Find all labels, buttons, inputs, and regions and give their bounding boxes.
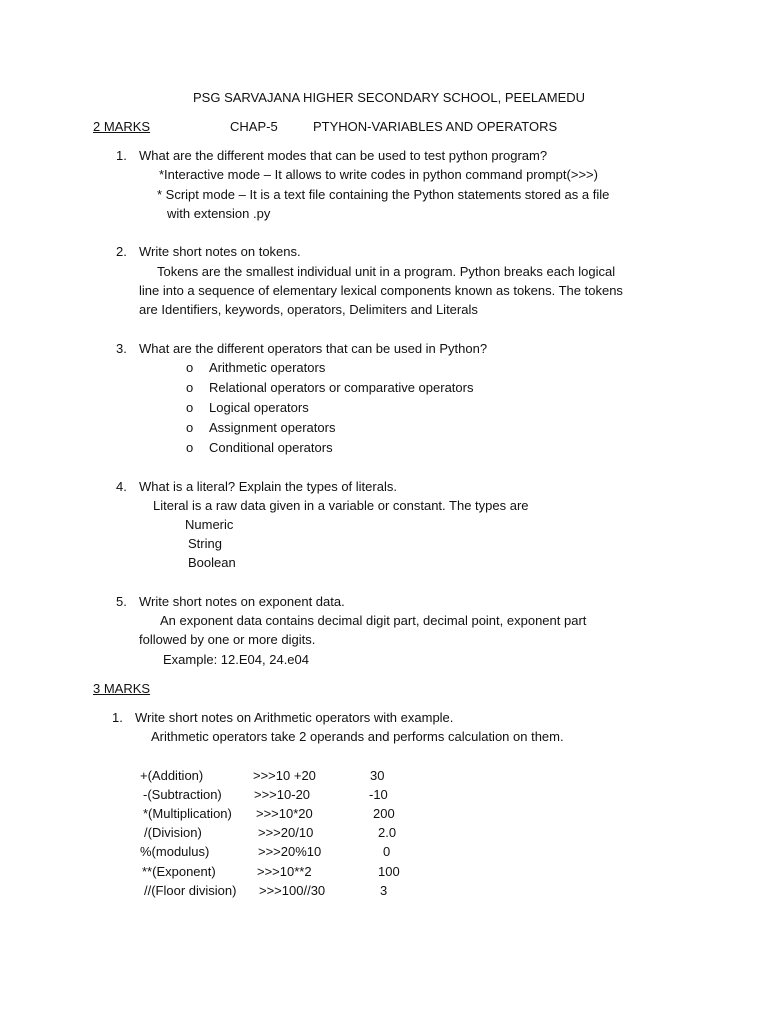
example-line: Example: 12.E04, 24.e04 bbox=[163, 652, 309, 667]
marks-heading: 2 MARKS bbox=[93, 119, 151, 134]
answer-line: are Identifiers, keywords, operators, Delimiters and Literals bbox=[139, 302, 478, 317]
question-number: 1. bbox=[116, 148, 127, 163]
answer-line: Arithmetic operators take 2 operands and performs calculation on them. bbox=[151, 729, 564, 744]
operator-example: >>>100//30 bbox=[259, 883, 326, 898]
question-text: What is a literal? Explain the types of literals. bbox=[139, 479, 397, 494]
literal-type: Boolean bbox=[188, 555, 236, 570]
topic-title: PTYHON-VARIABLES AND OPERATORS bbox=[313, 119, 558, 134]
question-number: 4. bbox=[116, 479, 127, 494]
question-text: What are the different operators that can be used in Python? bbox=[139, 341, 488, 356]
school-title: PSG SARVAJANA HIGHER SECONDARY SCHOOL, PEELAMEDU bbox=[193, 90, 586, 105]
question-text: Write short notes on Arithmetic operators with example. bbox=[135, 710, 454, 725]
question-text: Write short notes on exponent data. bbox=[139, 594, 345, 609]
operator-result: -10 bbox=[369, 787, 388, 802]
operator-result: 200 bbox=[373, 806, 395, 821]
operator-name: //(Floor division) bbox=[144, 883, 237, 898]
answer-line: An exponent data contains decimal digit part, decimal point, exponent part bbox=[160, 613, 587, 628]
operator-name: %(modulus) bbox=[140, 844, 210, 859]
list-item: Conditional operators bbox=[209, 440, 333, 455]
operator-result: 100 bbox=[378, 864, 400, 879]
bullet-marker: o bbox=[186, 440, 194, 455]
list-item: Arithmetic operators bbox=[209, 360, 326, 375]
marks-heading: 3 MARKS bbox=[93, 681, 151, 696]
operator-name: /(Division) bbox=[144, 825, 202, 840]
answer-line: followed by one or more digits. bbox=[139, 632, 316, 647]
answer-line: Tokens are the smallest individual unit in a program. Python breaks each logical bbox=[157, 264, 616, 279]
bullet-marker: o bbox=[186, 360, 194, 375]
operator-example: >>>10-20 bbox=[254, 787, 311, 802]
question-number: 3. bbox=[116, 341, 127, 356]
operator-name: -(Subtraction) bbox=[143, 787, 222, 802]
operator-example: >>>10 +20 bbox=[253, 768, 316, 783]
operator-example: >>>10*20 bbox=[256, 806, 313, 821]
operator-result: 30 bbox=[370, 768, 385, 783]
operator-name: +(Addition) bbox=[140, 768, 204, 783]
operator-example: >>>20/10 bbox=[258, 825, 314, 840]
bullet-marker: o bbox=[186, 380, 194, 395]
list-item: Logical operators bbox=[209, 400, 309, 415]
literal-type: String bbox=[188, 536, 222, 551]
question-number: 1. bbox=[112, 710, 123, 725]
operator-example: >>>10**2 bbox=[257, 864, 312, 879]
bullet-marker: o bbox=[186, 420, 194, 435]
operator-result: 0 bbox=[383, 844, 391, 859]
operator-name: **(Exponent) bbox=[142, 864, 216, 879]
operator-name: *(Multiplication) bbox=[143, 806, 232, 821]
literal-type: Numeric bbox=[185, 517, 234, 532]
question-text: What are the different modes that can be used to test python program? bbox=[139, 148, 548, 163]
operator-result: 3 bbox=[380, 883, 388, 898]
question-number: 2. bbox=[116, 244, 127, 259]
answer-line: *Interactive mode – It allows to write codes in python command prompt(>>>) bbox=[159, 167, 598, 182]
operator-example: >>>20%10 bbox=[258, 844, 322, 859]
list-item: Relational operators or comparative operators bbox=[209, 380, 474, 395]
question-number: 5. bbox=[116, 594, 127, 609]
answer-line: * Script mode – It is a text file containing the Python statements stored as a file bbox=[157, 187, 610, 202]
answer-line: line into a sequence of elementary lexical components known as tokens. The tokens bbox=[139, 283, 623, 298]
list-item: Assignment operators bbox=[209, 420, 336, 435]
bullet-marker: o bbox=[186, 400, 194, 415]
answer-line: with extension .py bbox=[167, 206, 271, 221]
chapter-label: CHAP-5 bbox=[230, 119, 278, 134]
operator-result: 2.0 bbox=[378, 825, 397, 840]
question-text: Write short notes on tokens. bbox=[139, 244, 301, 259]
answer-line: Literal is a raw data given in a variable or constant. The types are bbox=[153, 498, 529, 513]
